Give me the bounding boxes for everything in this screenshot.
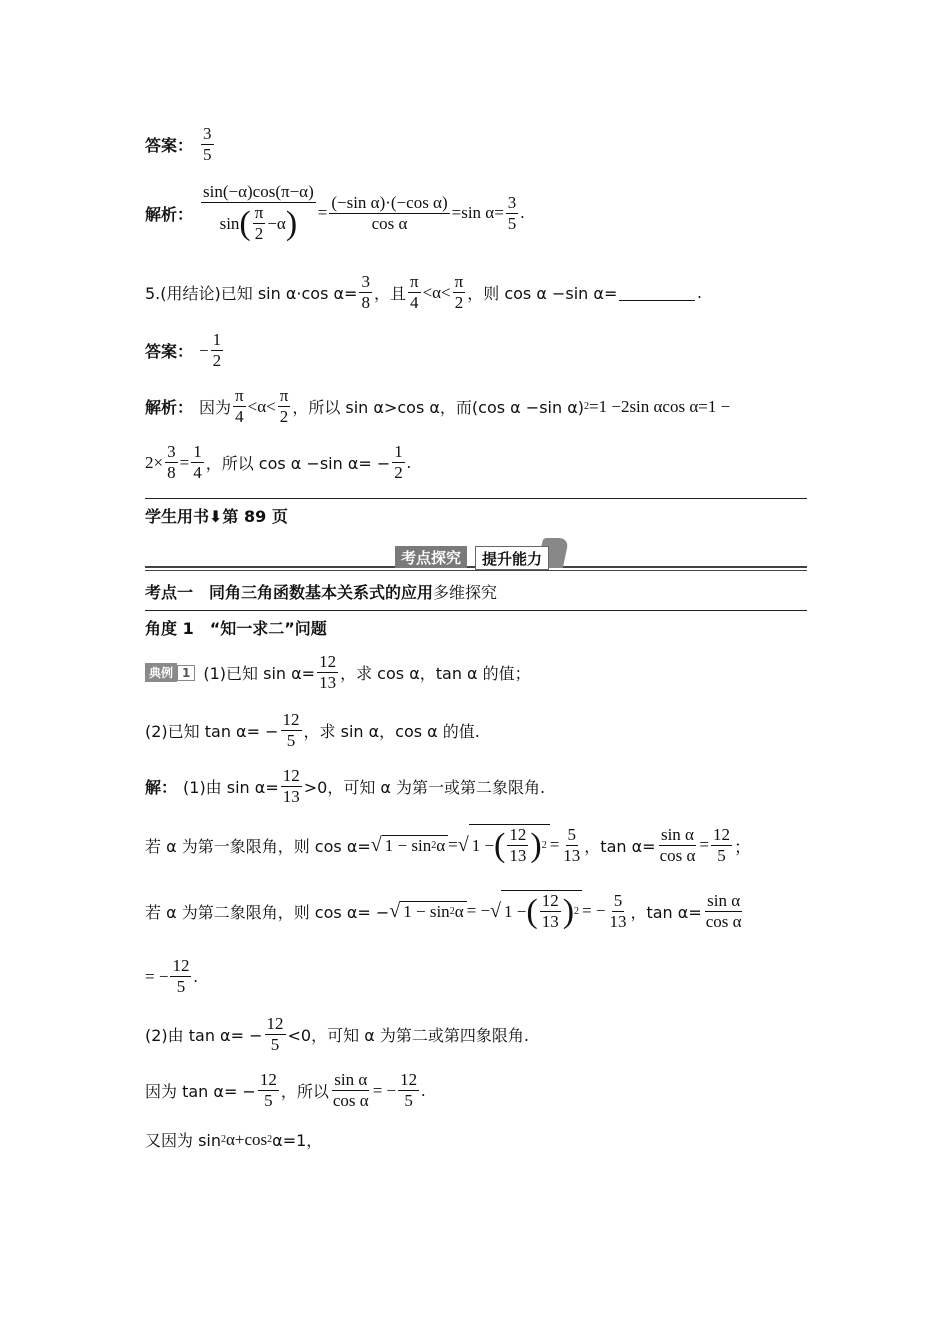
fraction: $\frac{\text{(−sin α)·(−cos α)}}{\text{cos α}}$ [331, 192, 448, 233]
angle-heading: 角度 1 “知一求二”问题 [145, 619, 327, 638]
example-badge: 典例 1 [145, 663, 195, 682]
solution-5-line-2: 2× $\frac{3}{8}$ = $\frac{1}{4}$ ，所以 cos α −sin α= − $\frac{1}{2}$ . [145, 442, 412, 482]
fraction: sin(−α)cos(π−α) sin ( $\frac{\pi}{2}$ −α ) [203, 182, 314, 243]
book-page-ref: 学生用书⬇第 89 页 [145, 507, 288, 526]
analysis-label: 解析： [145, 204, 194, 224]
case-second-continued: = − $\frac{12}{5}$ . [145, 956, 198, 996]
example-1-part-2: (2)已知 tan α= − $\frac{12}{5}$ ，求 sin α，cos α 的值. [145, 710, 480, 750]
answer-5: 答案： − $\frac{1}{2}$ [145, 330, 222, 370]
solution-2-identity: 又因为 sin 2 α+cos 2 α=1， [145, 1129, 323, 1150]
analysis-line: 解析： sin(−α)cos(π−α) sin ( $\frac{\pi}{2}$ −α ) = $\frac{\text{(−sin α)·(−cos α)}}{\text{cos α}}$ =sin α= $\frac{3}{5}$ . [145, 182, 525, 243]
divider [145, 498, 807, 499]
answer-label: 答案： [145, 136, 194, 155]
section-banner [145, 538, 807, 572]
topic-heading: 考点一 同角三角函数基本关系式的应用 多维探究 [145, 583, 498, 602]
solution-5-line-1: 解析： 因为 $\frac{\pi}{4}$ <α< $\frac{\pi}{2}$ ，所以 sin α>cos α，而(cos α −sin α) 2 =1 −2sin αcos α=1 − [145, 386, 731, 426]
banner-tag-ability: 提升能力 [475, 546, 549, 570]
question-5: 5.(用结论)已知 sin α·cos α= $\frac{3}{8}$ ，且 $\frac{\pi}{4}$ <α< $\frac{\pi}{2}$ ，则 cos α −sin α= . [145, 272, 702, 312]
banner-tag-explore: 考点探究 [395, 546, 467, 568]
fraction: $\frac{3}{5}$ [203, 124, 212, 164]
solution-1: 解： (1)由 sin α= $\frac{12}{13}$ >0，可知 α 为第一或第二象限角. [145, 766, 546, 806]
solution-2-ratio: 因为 tan α= − $\frac{12}{5}$ ，所以 $\frac{\text{sin α}}{\text{cos α}}$ = − $\frac{12}{5}$ . [145, 1070, 426, 1110]
answer-line [145, 124, 216, 165]
solution-2: (2)由 tan α= − $\frac{12}{5}$ <0，可知 α 为第二或第四象限角. [145, 1014, 529, 1054]
case-second-quadrant: 若 α 为第二象限角，则 cos α= − √ 1 − sin 2 α = − √ 1 − ( $\frac{12}{13}$ ) 2 = − $\frac{5}{13}$ ，tan α= $\frac{\text{sin α}}{\text{cos α}}$ [145, 890, 742, 931]
example-1-part-1: 典例 1 (1)已知 sin α= $\frac{12}{13}$ ，求 cos α，tan α 的值； [145, 652, 531, 693]
fraction: $\frac{3}{5}$ [507, 192, 517, 233]
answer-blank [619, 284, 695, 301]
case-first-quadrant: 若 α 为第一象限角，则 cos α= √ 1 − sin 2 α = √ 1 − ( $\frac{12}{13}$ ) 2 = $\frac{5}{13}$ ，tan α= $\frac{\text{sin α}}{\text{cos α}}$ = $\frac{12}{5}$ ； [145, 824, 751, 865]
divider [145, 610, 807, 611]
